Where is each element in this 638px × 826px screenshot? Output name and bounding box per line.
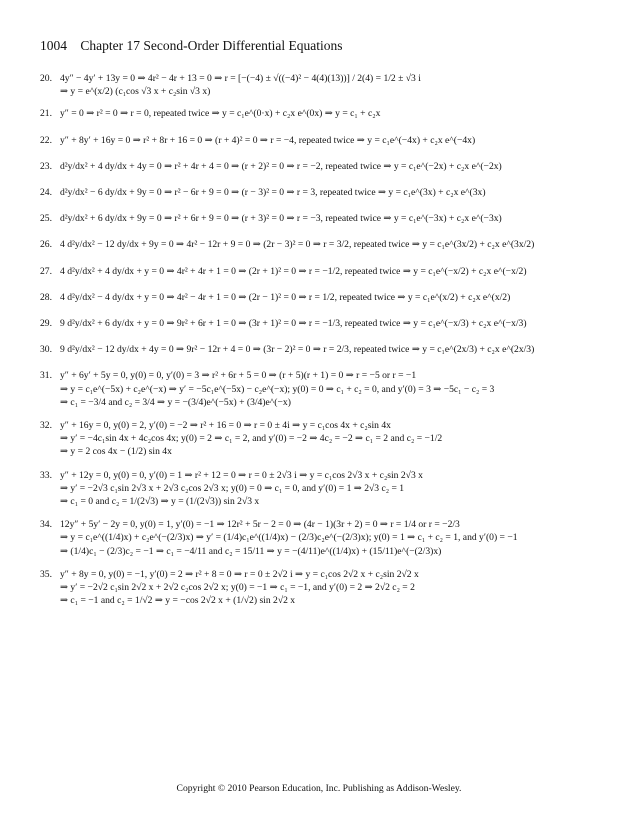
problem-line: ⇒ y = c₁e^((1/4)x) + c₂e^(−(2/3)x) ⇒ y′ = (1/4)c₁e^((1/4)x) − (2/3)c₂e^(−(2/3)x); y(0) = 1 ⇒ c₁ + c₂ = 1, and y′(0) = −1 [60, 532, 518, 544]
problem-number: 33. [40, 469, 52, 481]
problem-line [40, 160, 600, 173]
problem-28 [40, 291, 600, 304]
problem-number: 32. [40, 420, 52, 432]
problem-text: y″ = 0 ⇒ r² = 0 ⇒ r = 0, repeated twice ⇒ y = c₁e^(0·x) + c₂x e^(0x) ⇒ y = c₁ + c₂x [60, 108, 381, 120]
problem-number: 34. [40, 519, 52, 531]
problem-line [40, 72, 600, 85]
problem-text: y″ + 8y = 0, y(0) = −1, y′(0) = 2 ⇒ r² + 8 = 0 ⇒ r = 0 ± 2√2 i ⇒ y = c₁cos 2√2 x + c₂sin 2√2 x [60, 568, 419, 580]
problem-line: ⇒ y′ = −4c₁sin 4x + 4c₂cos 4x; y(0) = 2 ⇒ c₁ = 2, and y′(0) = −2 ⇒ 4c₂ = −2 ⇒ c₁ = 2 and c₂ = −1/2 [60, 433, 443, 445]
problem-text: 12y″ + 5y′ − 2y = 0, y(0) = 1, y′(0) = −1 ⇒ 12r² + 5r − 2 = 0 ⇒ (4r − 1)(3r + 2) = 0 ⇒ r = 1/4 or r = −2/3 [60, 519, 460, 531]
problem-number: 35. [40, 568, 52, 580]
problem-line: ⇒ y = e^(x/2) (c₁cos √3 x + c₂sin √3 x) [60, 86, 211, 98]
problem-text: d²y/dx² − 6 dy/dx + 9y = 0 ⇒ r² − 6r + 9 = 0 ⇒ (r − 3)² = 0 ⇒ r = 3, repeated twice ⇒ y = c₁e^(3x) + c₂x e^(3x) [60, 187, 486, 199]
problem-line [40, 212, 600, 225]
problem-text: 9 d²y/dx² − 12 dy/dx + 4y = 0 ⇒ 9r² − 12r + 4 = 0 ⇒ (3r − 2)² = 0 ⇒ r = 2/3, repeated twice ⇒ y = c₁e^(2x/3) + c₂x e^(2x/3) [60, 344, 535, 356]
problem-33 [40, 469, 600, 509]
problem-35 [40, 568, 600, 608]
problem-24 [40, 186, 600, 199]
problem-list [40, 72, 600, 607]
problem-line: ⇒ c₁ = −1 and c₂ = 1/√2 ⇒ y = −cos 2√2 x + (1/√2) sin 2√2 x [60, 595, 296, 607]
problem-line [40, 134, 600, 147]
problem-line [40, 317, 600, 330]
problem-27 [40, 265, 600, 278]
copyright-footer: Copyright © 2010 Pearson Education, Inc. Publishing as Addison-Wesley. [176, 783, 462, 794]
problem-text: y″ + 12y = 0, y(0) = 0, y′(0) = 1 ⇒ r² + 12 = 0 ⇒ r = 0 ± 2√3 i ⇒ y = c₁cos 2√3 x + c₂sin 2√3 x [60, 469, 423, 481]
problem-line [40, 369, 600, 382]
problem-30 [40, 343, 600, 356]
problem-number: 20. [40, 73, 52, 84]
problem-line [40, 469, 600, 482]
problem-number: 30. [40, 344, 52, 356]
problem-line [40, 419, 600, 432]
problem-number: 22. [40, 134, 52, 146]
problem-line: ⇒ y′ = −2√3 c₁sin 2√3 x + 2√3 c₂cos 2√3 x; y(0) = 0 ⇒ c₁ = 0, and y′(0) = 1 ⇒ 2√3 c₂ = 1 [60, 482, 405, 494]
problem-text: d²y/dx² + 6 dy/dx + 9y = 0 ⇒ r² + 6r + 9 = 0 ⇒ (r + 3)² = 0 ⇒ r = −3, repeated twice ⇒ y = c₁e^(−3x) + c₂x e^(−3x) [60, 213, 502, 225]
problem-text: 4 d²y/dx² − 12 dy/dx + 9y = 0 ⇒ 4r² − 12r + 9 = 0 ⇒ (2r − 3)² = 0 ⇒ r = 3/2, repeated twice ⇒ y = c₁e^(3x/2) + c₂x e^(3x/2) [60, 239, 535, 251]
problem-number: 25. [40, 213, 52, 225]
problem-number: 28. [40, 291, 52, 303]
problem-22 [40, 134, 600, 147]
page-number: 1004 [40, 38, 67, 53]
problem-number: 29. [40, 318, 52, 330]
problem-line [40, 265, 600, 278]
problem-text: 9 d²y/dx² + 6 dy/dx + y = 0 ⇒ 9r² + 6r + 1 = 0 ⇒ (3r + 1)² = 0 ⇒ r = −1/3, repeated twice ⇒ y = c₁e^(−x/3) + c₂x e^(−x/3) [60, 318, 527, 330]
problem-line [40, 107, 600, 120]
problem-20 [40, 72, 600, 98]
problem-29 [40, 317, 600, 330]
problem-number: 31. [40, 370, 52, 382]
problem-line [40, 568, 600, 581]
problem-line: ⇒ c₁ = −3/4 and c₂ = 3/4 ⇒ y = −(3/4)e^(−5x) + (3/4)e^(−x) [60, 396, 291, 408]
problem-number: 21. [40, 108, 52, 120]
problem-31 [40, 369, 600, 409]
problem-line: ⇒ y′ = −2√2 c₁sin 2√2 x + 2√2 c₂cos 2√2 x; y(0) = −1 ⇒ c₁ = −1, and y′(0) = 2 ⇒ 2√2 c₂ = 2 [60, 582, 415, 594]
problem-line [40, 343, 600, 356]
problem-number: 27. [40, 265, 52, 277]
problem-21 [40, 107, 600, 120]
problem-text: 4 d²y/dx² − 4 dy/dx + y = 0 ⇒ 4r² − 4r + 1 = 0 ⇒ (2r − 1)² = 0 ⇒ r = 1/2, repeated twice ⇒ y = c₁e^(x/2) + c₂x e^(x/2) [60, 291, 511, 303]
problem-text: 4y″ − 4y′ + 13y = 0 ⇒ 4r² − 4r + 13 = 0 ⇒ r = [−(−4) ± √((−4)² − 4(4)(13))] / 2(4) = 1/2 ± √3 i [60, 73, 421, 84]
problem-line: ⇒ y = 2 cos 4x − (1/2) sin 4x [60, 446, 172, 458]
page-header [40, 38, 343, 54]
problem-text: y″ + 8y′ + 16y = 0 ⇒ r² + 8r + 16 = 0 ⇒ (r + 4)² = 0 ⇒ r = −4, repeated twice ⇒ y = c₁e^(−4x) + c₂x e^(−4x) [60, 134, 476, 146]
problem-line [40, 186, 600, 199]
problem-25 [40, 212, 600, 225]
problem-26 [40, 238, 600, 251]
problem-line: ⇒ (1/4)c₁ − (2/3)c₂ = −1 ⇒ c₁ = −4/11 and c₂ = 15/11 ⇒ y = −(4/11)e^((1/4)x) + (15/11)e^(−(2/3)x) [60, 545, 442, 557]
problem-line [40, 238, 600, 251]
problem-32 [40, 419, 600, 459]
problem-line [40, 518, 600, 531]
problem-text: y″ + 6y′ + 5y = 0, y(0) = 0, y′(0) = 3 ⇒ r² + 6r + 5 = 0 ⇒ (r + 5)(r + 1) = 0 ⇒ r = −5 or r = −1 [60, 370, 417, 382]
problem-text: d²y/dx² + 4 dy/dx + 4y = 0 ⇒ r² + 4r + 4 = 0 ⇒ (r + 2)² = 0 ⇒ r = −2, repeated twice ⇒ y = c₁e^(−2x) + c₂x e^(−2x) [60, 160, 502, 172]
problem-text: y″ + 16y = 0, y(0) = 2, y′(0) = −2 ⇒ r² + 16 = 0 ⇒ r = 0 ± 4i ⇒ y = c₁cos 4x + c₂sin 4x [60, 420, 391, 432]
problem-34 [40, 518, 600, 558]
problem-number: 24. [40, 187, 52, 199]
problem-line: ⇒ c₁ = 0 and c₂ = 1/(2√3) ⇒ y = (1/(2√3)) sin 2√3 x [60, 496, 260, 508]
problem-number: 23. [40, 160, 52, 172]
problem-text: 4 d²y/dx² + 4 dy/dx + y = 0 ⇒ 4r² + 4r + 1 = 0 ⇒ (2r + 1)² = 0 ⇒ r = −1/2, repeated twice ⇒ y = c₁e^(−x/2) + c₂x e^(−x/2) [60, 265, 527, 277]
problem-line: ⇒ y = c₁e^(−5x) + c₂e^(−x) ⇒ y′ = −5c₁e^(−5x) − c₂e^(−x); y(0) = 0 ⇒ c₁ + c₂ = 0, and y′(0) = 3 ⇒ −5c₁ − c₂ = 3 [60, 383, 495, 395]
problem-line [40, 291, 600, 304]
problem-23 [40, 160, 600, 173]
chapter-title: Chapter 17 Second-Order Differential Equations [80, 38, 343, 53]
problem-number: 26. [40, 239, 52, 251]
